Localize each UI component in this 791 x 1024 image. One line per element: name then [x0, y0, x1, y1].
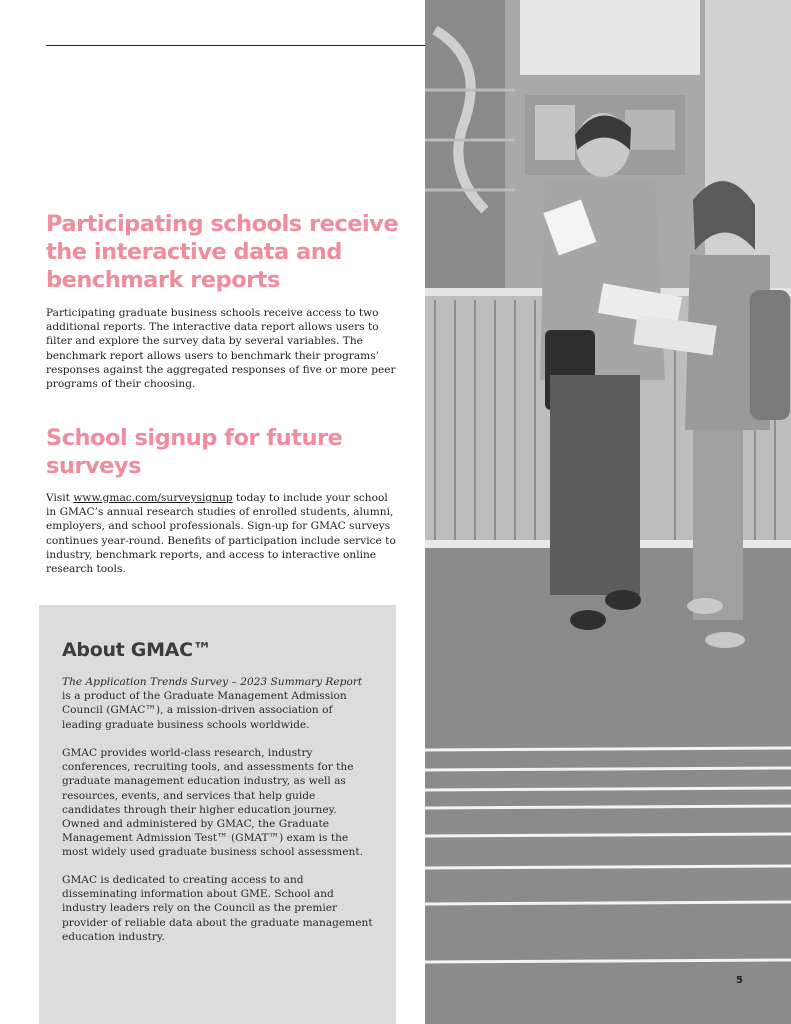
signup-text-after-link: today to include your school in GMAC’s annual research studies of enrolled students, alumni, employers, and school professionals. Sign-up for GMAC surveys continues year-round. Benefits of participation include service to industry, benchmark reports, and access to interactive online research tools.	[46, 492, 396, 576]
about-gmac-box	[39, 605, 396, 1024]
survey-signup-link[interactable]: www.gmac.com/surveysignup	[73, 492, 233, 504]
report-title-italic: The Application Trends Survey – 2023 Summary Report	[62, 676, 363, 688]
signup-text-before-link: Visit	[46, 492, 74, 504]
about-gmac-title: About GMAC™	[62, 639, 212, 661]
page-number: 5	[736, 975, 743, 986]
section-heading-school-signup: School signup for future surveys	[46, 425, 343, 479]
about-paragraph-2: GMAC provides world-class research, industry conferences, recruiting tools, and assessments for the graduate management education industry, as well as resources, events, and services that help guide candidates through their higher education journey. Owned and administered by GMAC, the Graduate Management Admission Test™ (GMAT™) exam is the most widely used graduate business school assessment.	[62, 747, 363, 859]
about-paragraph-1	[62, 675, 374, 732]
section-body-school-signup	[46, 491, 396, 576]
about-paragraph-3: GMAC is dedicated to creating access to and disseminating information about GME. School and industry leaders rely on the Council as the premier provider of reliable data about the graduate management education industry.	[62, 874, 373, 943]
students-photo	[425, 0, 791, 1024]
section-heading-interactive-data: Participating schools receive the interactive data and benchmark reports	[46, 211, 399, 293]
about-paragraph-1-rest: is a product of the Graduate Management Admission Council (GMAC™), a mission-driven association of leading graduate business schools worldwide.	[62, 690, 347, 731]
section-body-interactive-data: Participating graduate business schools receive access to two additional reports. The interactive data report allows users to filter and explore the survey data by several variables. The benchmark report allows users to benchmark their programs’ responses against the aggregated responses of five or more peer programs of their choosing.	[46, 307, 396, 391]
